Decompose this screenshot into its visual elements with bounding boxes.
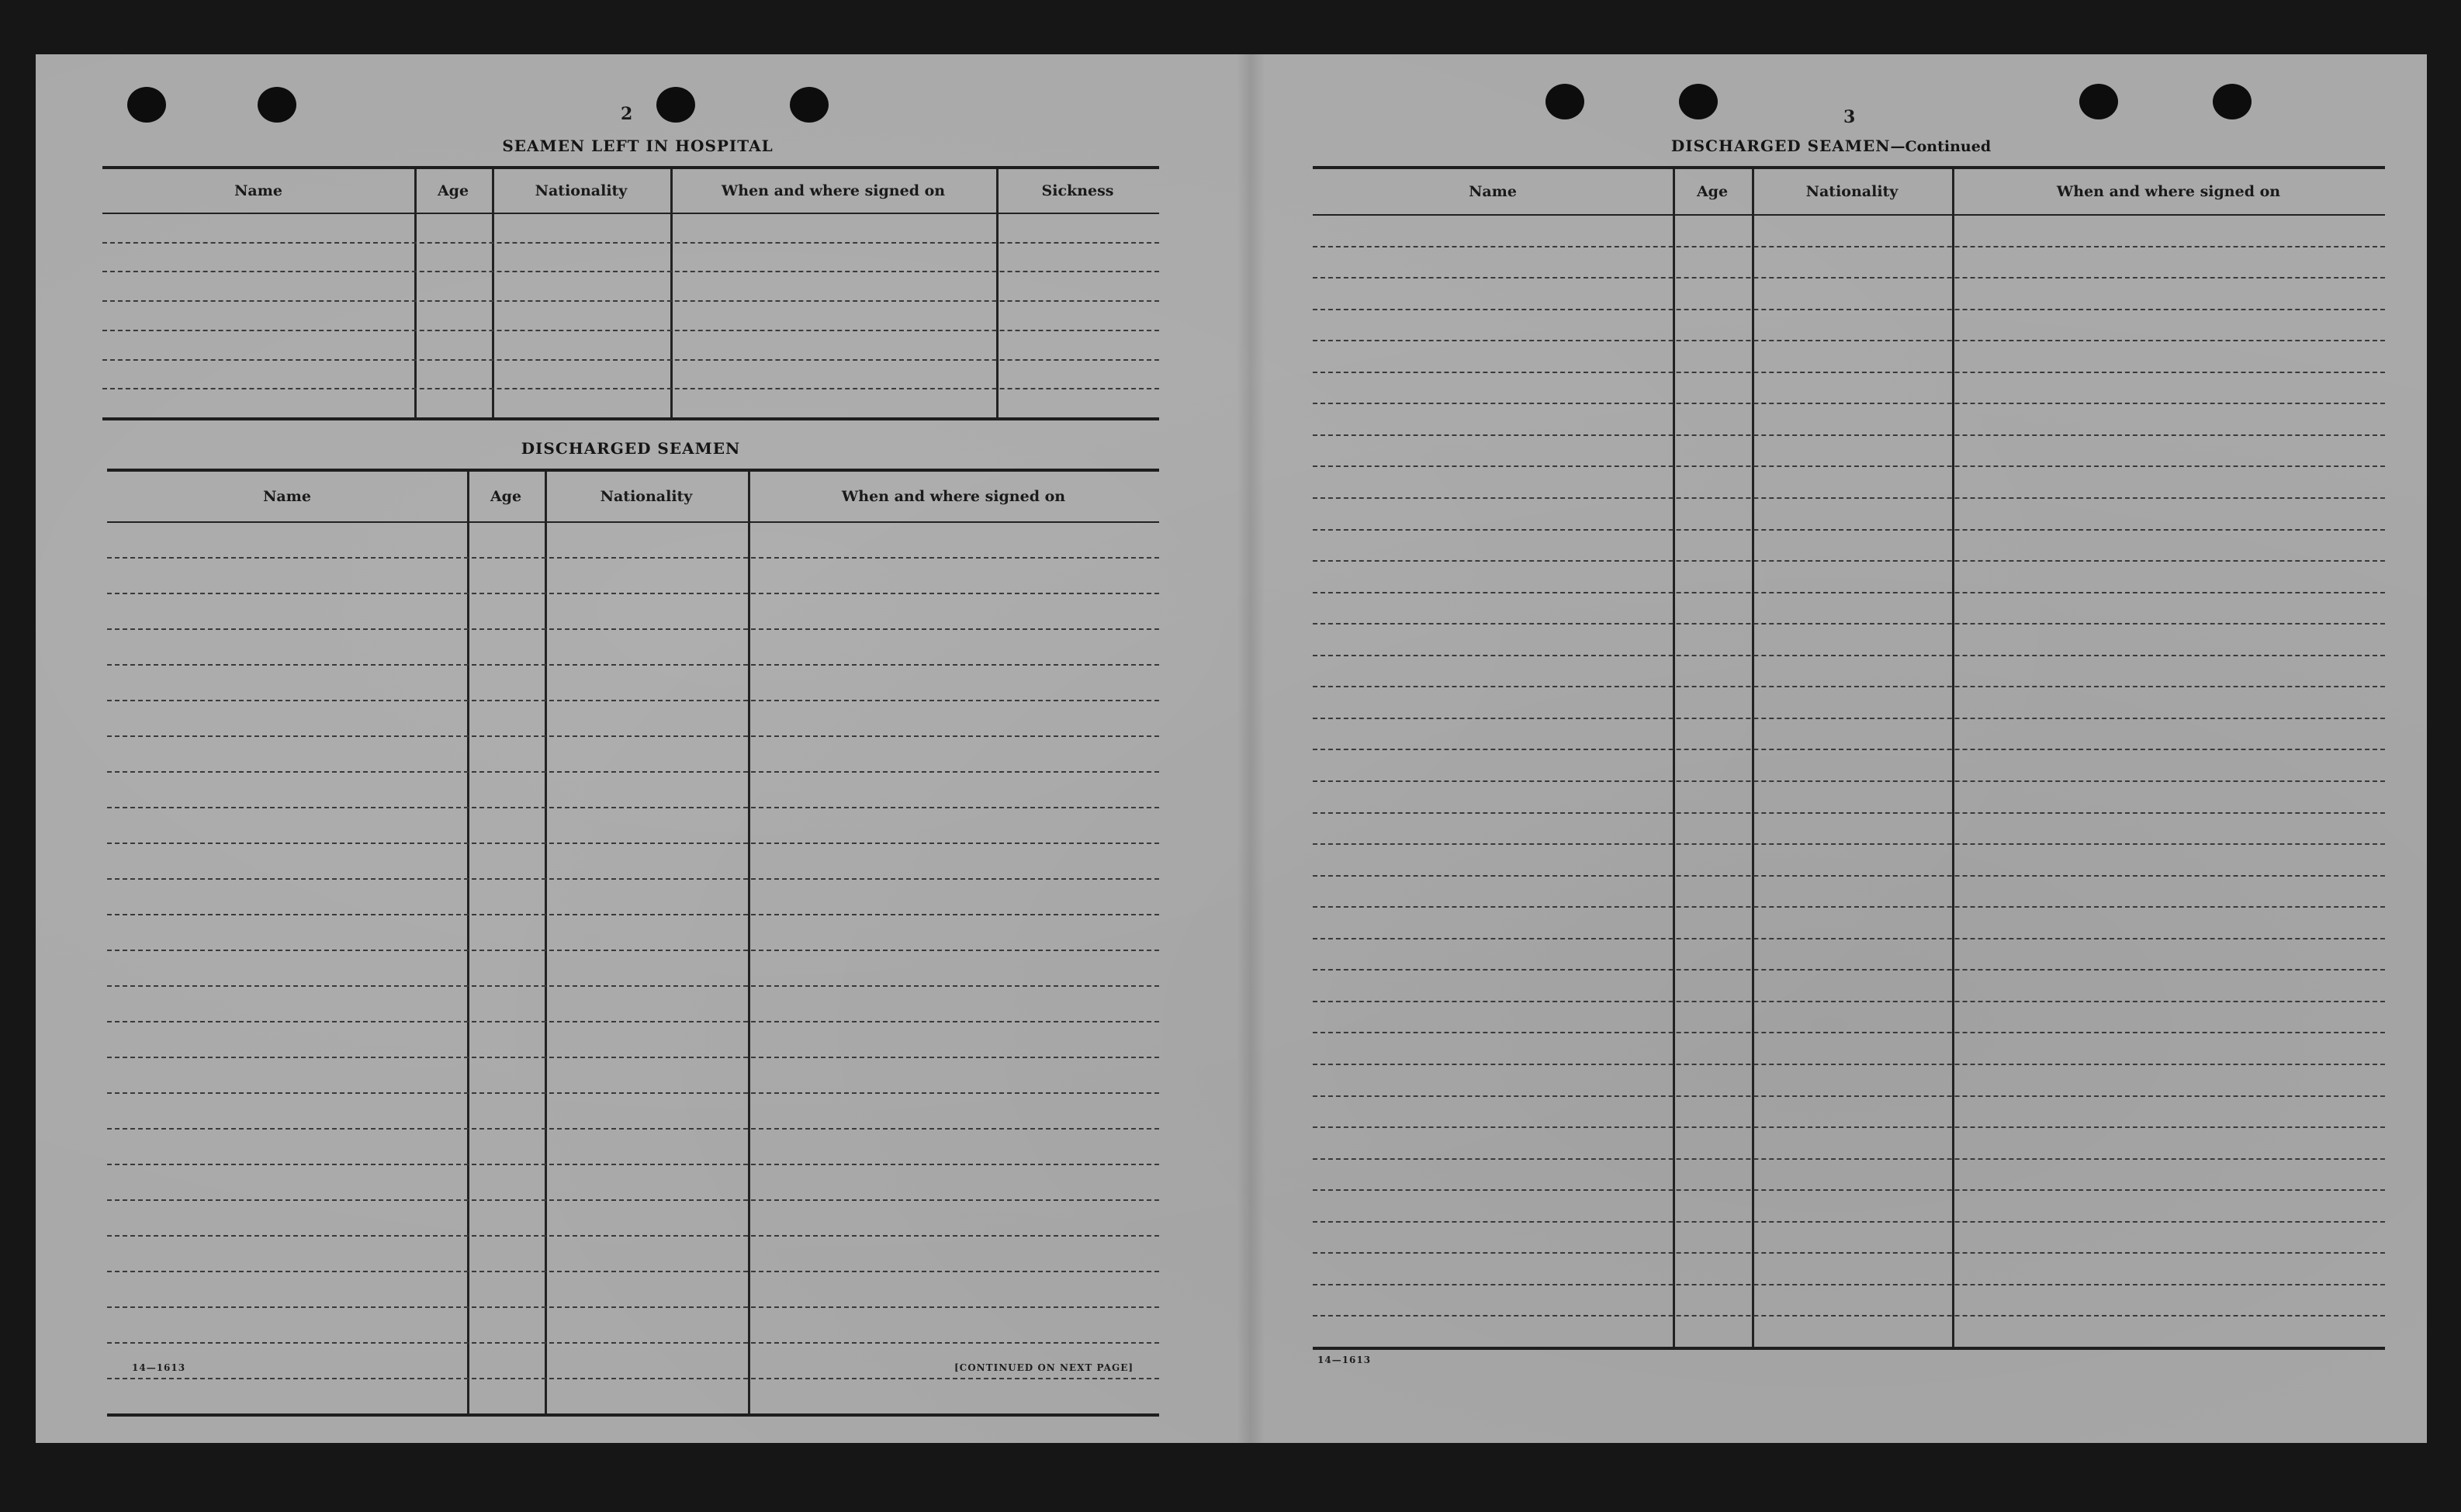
right-form-code: 14—1613 — [1317, 1355, 1372, 1365]
ruled-row-line — [1313, 340, 2385, 341]
ruled-row-line — [1313, 906, 2385, 908]
ruled-row-line — [1313, 465, 2385, 467]
ruled-row-line — [1313, 1284, 2385, 1285]
ruled-row-line — [107, 1128, 1159, 1130]
discharged-table-right — [1313, 166, 2385, 1350]
ruled-row-line — [107, 1057, 1159, 1058]
ruled-row-line — [1313, 372, 2385, 373]
hospital-col-age: Age — [437, 182, 469, 199]
discharged-table-title: DISCHARGED SEAMEN — [521, 439, 741, 458]
discharged-right-col-signed-on: When and where signed on — [2056, 183, 2281, 200]
ruled-row-line — [107, 914, 1159, 915]
ruled-row-line — [1313, 1158, 2385, 1160]
discharged-left-rows — [107, 472, 1159, 1413]
ruled-row-line — [107, 735, 1159, 737]
ruled-row-line — [107, 1271, 1159, 1272]
ruled-row-line — [107, 1199, 1159, 1201]
ruled-row-line — [1313, 1189, 2385, 1191]
ruled-row-line — [1313, 780, 2385, 782]
ruled-row-line — [1313, 655, 2385, 656]
ruled-row-line — [107, 700, 1159, 701]
ruled-row-line — [102, 242, 1159, 244]
ruled-row-line — [1313, 1315, 2385, 1317]
ruled-row-line — [1313, 1001, 2385, 1002]
discharged-continued-subtitle: —Continued — [1890, 138, 1992, 155]
hospital-col-sickness: Sickness — [1041, 182, 1114, 199]
ruled-row-line — [1313, 749, 2385, 750]
ruled-row-line — [107, 1378, 1159, 1379]
ruled-row-line — [1313, 529, 2385, 531]
discharged-right-rows — [1313, 169, 2385, 1347]
hospital-col-signed-on: When and where signed on — [721, 182, 946, 199]
ruled-row-line — [1313, 434, 2385, 436]
ruled-row-line — [107, 557, 1159, 559]
hospital-table-title: SEAMEN LEFT IN HOSPITAL — [502, 137, 774, 155]
left-page-number: 2 — [621, 104, 633, 124]
ruled-row-line — [1313, 592, 2385, 593]
ruled-row-line — [102, 271, 1159, 272]
ruled-row-line — [107, 1164, 1159, 1165]
ruled-row-line — [102, 330, 1159, 331]
ruled-row-line — [1313, 497, 2385, 499]
ruled-row-line — [1313, 812, 2385, 814]
ruled-row-line — [1313, 875, 2385, 877]
ruled-row-line — [1313, 1252, 2385, 1254]
ruled-row-line — [107, 664, 1159, 666]
discharged-col-age: Age — [490, 488, 522, 505]
discharged-col-name: Name — [263, 488, 311, 505]
discharged-table-left — [107, 469, 1159, 1417]
ruled-row-line — [107, 985, 1159, 987]
ruled-row-line — [1313, 718, 2385, 719]
ruled-row-line — [107, 1235, 1159, 1237]
hospital-col-name: Name — [234, 182, 282, 199]
hospital-table-rows — [102, 169, 1159, 417]
discharged-col-signed-on: When and where signed on — [841, 488, 1066, 505]
ruled-row-line — [107, 950, 1159, 951]
punch-hole — [1679, 84, 1718, 119]
ruled-row-line — [1313, 843, 2385, 845]
ruled-row-line — [1313, 246, 2385, 247]
punch-hole — [656, 87, 695, 123]
ruled-row-line — [102, 359, 1159, 361]
ruled-row-line — [102, 300, 1159, 302]
punch-hole — [2213, 84, 2252, 119]
hospital-col-nationality: Nationality — [535, 182, 628, 199]
discharged-continued-title — [1313, 137, 2349, 155]
ruled-row-line — [1313, 309, 2385, 310]
discharged-right-col-nationality: Nationality — [1805, 183, 1899, 200]
ruled-row-line — [1313, 1126, 2385, 1128]
ruled-row-line — [107, 1306, 1159, 1308]
ruled-row-line — [1313, 1064, 2385, 1065]
ruled-row-line — [1313, 1095, 2385, 1097]
ruled-row-line — [1313, 686, 2385, 687]
ruled-row-line — [107, 1021, 1159, 1022]
ruled-row-line — [107, 842, 1159, 844]
discharged-continued-heading: DISCHARGED SEAMEN — [1670, 137, 1891, 155]
left-form-code: 14—1613 — [132, 1362, 186, 1373]
continued-note: [CONTINUED ON NEXT PAGE] — [954, 1362, 1134, 1373]
ruled-row-line — [107, 807, 1159, 808]
ruled-row-line — [1313, 623, 2385, 625]
ruled-row-line — [107, 628, 1159, 630]
punch-hole — [127, 87, 166, 123]
ruled-row-line — [1313, 403, 2385, 404]
punch-hole — [2079, 84, 2118, 119]
ruled-row-line — [102, 388, 1159, 389]
punch-hole — [790, 87, 829, 123]
ruled-row-line — [1313, 560, 2385, 562]
ruled-row-line — [1313, 969, 2385, 971]
ruled-row-line — [107, 1092, 1159, 1094]
discharged-col-nationality: Nationality — [600, 488, 693, 505]
hospital-table — [102, 166, 1159, 420]
ruled-row-line — [1313, 1032, 2385, 1033]
page-fold — [1237, 54, 1265, 1443]
ruled-row-line — [107, 878, 1159, 880]
punch-hole — [258, 87, 296, 123]
discharged-right-col-name: Name — [1469, 183, 1517, 200]
right-page-number: 3 — [1843, 107, 1856, 127]
ruled-row-line — [1313, 277, 2385, 279]
discharged-right-col-age: Age — [1696, 183, 1729, 200]
ruled-row-line — [1313, 1221, 2385, 1223]
ruled-row-line — [107, 593, 1159, 594]
ruled-row-line — [107, 771, 1159, 773]
document-sheet — [36, 54, 2427, 1443]
ruled-row-line — [107, 1342, 1159, 1344]
ruled-row-line — [1313, 938, 2385, 939]
punch-hole — [1545, 84, 1584, 119]
